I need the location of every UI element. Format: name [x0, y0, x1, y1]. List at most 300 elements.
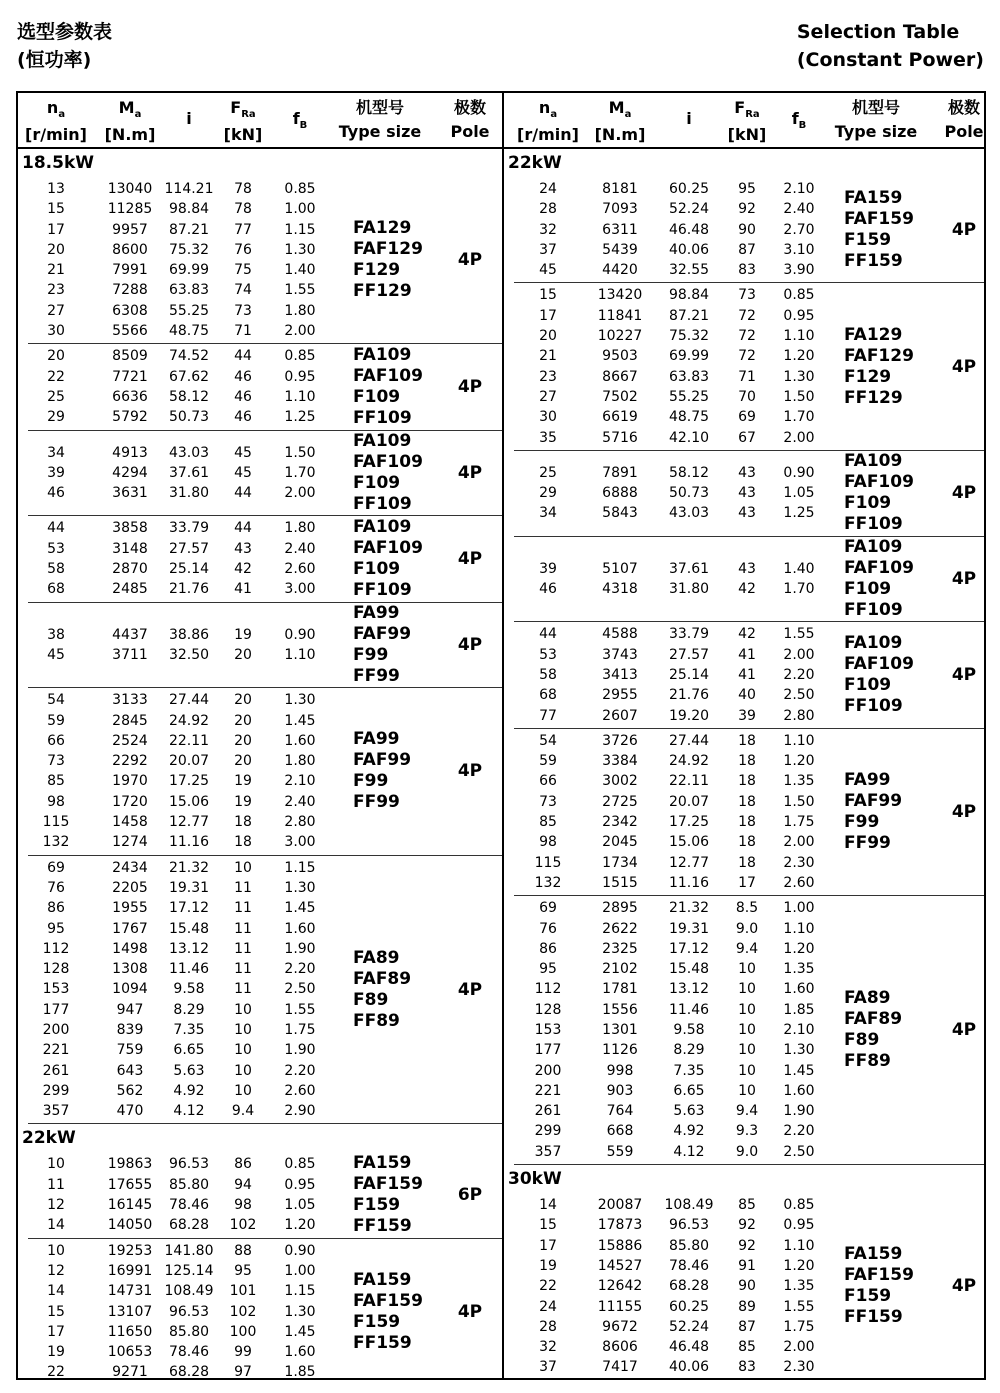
type-size-name: FAF99: [353, 750, 412, 771]
gear-unit-group: [28, 1239, 502, 1385]
torque-value: 19253: [107, 1242, 153, 1259]
radial-load-value: 9.3: [735, 1123, 759, 1140]
type-size-name: F109: [353, 386, 401, 407]
service-factor-value: 0.95: [783, 1217, 815, 1234]
speed-value: 28: [539, 1318, 557, 1335]
ratio-value: 12.77: [168, 814, 210, 831]
radial-load-value: 78: [234, 181, 252, 197]
type-size-name: FF99: [353, 792, 400, 813]
gear-unit-group: [514, 1193, 984, 1380]
torque-value: 1498: [112, 940, 148, 957]
speed-value: 17: [539, 1237, 557, 1254]
ratio-value: 75.32: [168, 241, 210, 258]
ratio-value: 15.06: [168, 793, 210, 810]
speed-value: 22: [47, 1364, 65, 1381]
speed-value: 27: [47, 302, 65, 319]
table-row: [514, 285, 984, 305]
radial-load-value: 92: [738, 1217, 756, 1234]
ratio-value: 63.83: [668, 368, 710, 385]
ratio-value: 33.79: [168, 520, 210, 537]
type-size-name: FF89: [844, 1051, 891, 1072]
radial-load-value: 69: [738, 409, 756, 426]
ratio-value: 108.49: [164, 1283, 214, 1300]
radial-load-value: 98: [234, 1197, 252, 1214]
service-factor-value: 2.40: [783, 201, 815, 218]
speed-value: 17: [47, 1323, 65, 1340]
speed-value: 10: [47, 1156, 65, 1173]
ratio-value: 98.84: [168, 201, 210, 218]
service-factor-value: 0.95: [284, 368, 316, 385]
torque-value: 16145: [107, 1197, 153, 1214]
ratio-value: 24.92: [668, 753, 710, 770]
radial-load-value: 44: [234, 348, 252, 365]
torque-value: 1126: [602, 1042, 638, 1059]
torque-value: 3133: [112, 692, 148, 709]
table-row: [28, 1281, 502, 1301]
table-row: [28, 1241, 502, 1261]
selection-table: [16, 91, 986, 1380]
table-row: [28, 919, 502, 939]
radial-load-value: 102: [229, 1303, 257, 1320]
service-factor-value: 2.20: [783, 1123, 815, 1140]
table-row: [28, 199, 502, 219]
torque-value: 5843: [602, 505, 638, 522]
ratio-value: 32.50: [168, 646, 210, 663]
type-size-name: FF99: [844, 833, 891, 854]
table-row: [28, 731, 502, 751]
type-size-name: F109: [353, 559, 401, 580]
speed-value: 153: [42, 981, 70, 998]
type-size-name: FAF99: [353, 623, 412, 644]
radial-load-value: 101: [229, 1283, 257, 1300]
service-factor-value: 1.35: [783, 961, 815, 978]
speed-value: 112: [42, 940, 70, 957]
radial-load-value: 20: [234, 646, 252, 663]
group-rows: [28, 177, 502, 343]
torque-value: 3384: [602, 753, 638, 770]
table-row: [28, 1000, 502, 1020]
type-size-name: FAF129: [844, 345, 914, 366]
power-rating-label: 22kW: [508, 153, 562, 173]
service-factor-value: 1.00: [783, 900, 815, 917]
torque-value: 470: [116, 1103, 144, 1120]
type-size-name: FA99: [844, 770, 891, 791]
speed-value: 128: [534, 1001, 562, 1018]
group-rows: [28, 516, 502, 601]
torque-value: 7721: [112, 368, 148, 385]
service-factor-value: 1.10: [783, 328, 815, 345]
table-row: [514, 959, 984, 979]
ratio-value: 48.75: [668, 409, 710, 426]
torque-value: 2725: [602, 793, 638, 810]
radial-load-value: 10: [234, 859, 252, 876]
ratio-value: 27.57: [168, 540, 210, 557]
table-row: [28, 559, 502, 579]
radial-load-value: 41: [738, 666, 756, 683]
service-factor-value: 1.15: [284, 1283, 316, 1300]
type-size-list: [353, 1153, 423, 1237]
type-size-name: FA129: [844, 324, 903, 345]
service-factor-value: 1.10: [783, 920, 815, 937]
torque-value: 1308: [112, 961, 148, 978]
service-factor-value: 2.60: [783, 874, 815, 891]
type-size-name: FA159: [844, 187, 903, 208]
speed-value: 30: [539, 409, 557, 426]
gear-unit-group: [28, 856, 502, 1125]
service-factor-value: 1.30: [284, 1303, 316, 1320]
speed-value: 23: [47, 282, 65, 299]
radial-load-value: 100: [229, 1323, 257, 1340]
ratio-value: 19.31: [668, 920, 710, 937]
speed-value: 20: [47, 348, 65, 365]
table-row: [28, 1154, 502, 1174]
table-row: [28, 579, 502, 599]
table-row: [28, 690, 502, 710]
header-pole: [440, 96, 500, 144]
radial-load-value: 89: [738, 1298, 756, 1315]
service-factor-value: 1.25: [783, 505, 815, 522]
ratio-value: 24.92: [168, 712, 210, 729]
table-row: [28, 463, 502, 483]
service-factor-value: 3.00: [284, 581, 316, 598]
speed-value: 73: [47, 753, 65, 770]
radial-load-value: 11: [234, 961, 252, 978]
header-na-symbol: [508, 96, 588, 123]
type-size-list: [353, 345, 423, 429]
header-na: [508, 96, 588, 147]
torque-value: 9271: [112, 1364, 148, 1381]
service-factor-value: 1.40: [783, 560, 815, 577]
torque-value: 4437: [112, 626, 148, 643]
table-row: [28, 367, 502, 387]
type-size-name: F129: [353, 260, 401, 281]
pole-value: 4P: [457, 634, 483, 655]
type-size-name: FAF109: [353, 452, 423, 472]
pole-value: 4P: [951, 802, 977, 823]
service-factor-value: 1.10: [783, 1237, 815, 1254]
service-factor-value: 0.85: [284, 1156, 316, 1173]
radial-load-value: 10: [738, 981, 756, 998]
service-factor-value: 2.30: [783, 854, 815, 871]
ratio-value: 48.75: [168, 323, 210, 340]
radial-load-value: 11: [234, 900, 252, 917]
table-row: [28, 1322, 502, 1342]
ratio-value: 141.80: [164, 1242, 214, 1259]
torque-value: 7891: [602, 464, 638, 481]
radial-load-value: 67: [738, 429, 756, 446]
header-na: [16, 96, 96, 147]
torque-value: 8600: [112, 241, 148, 258]
table-row: [28, 301, 502, 321]
ratio-value: 31.80: [168, 485, 210, 502]
speed-value: 21: [539, 348, 557, 365]
torque-value: 2895: [602, 900, 638, 917]
type-size-name: FF129: [844, 387, 903, 408]
ratio-value: 46.48: [668, 1339, 710, 1356]
radial-load-value: 9.4: [735, 940, 759, 957]
ratio-value: 85.80: [168, 1323, 210, 1340]
torque-value: 1734: [602, 854, 638, 871]
gear-unit-group: [28, 177, 502, 344]
speed-value: 95: [539, 961, 557, 978]
header-fra-symbol: [213, 96, 273, 123]
ratio-value: 12.77: [668, 854, 710, 871]
service-factor-value: 1.45: [284, 900, 316, 917]
speed-value: 37: [539, 241, 557, 258]
type-size-name: FA129: [353, 218, 412, 239]
type-size-list: [353, 431, 423, 515]
type-size-list: [844, 988, 902, 1072]
type-size-list: [353, 1270, 423, 1354]
gear-unit-group: [28, 516, 502, 602]
torque-value: 20087: [597, 1197, 643, 1214]
service-factor-value: 2.80: [284, 814, 316, 831]
ratio-value: 98.84: [668, 287, 710, 304]
torque-value: 839: [116, 1021, 144, 1038]
speed-value: 66: [539, 773, 557, 790]
ratio-value: 32.55: [668, 262, 710, 279]
service-factor-value: 2.20: [284, 961, 316, 978]
table-row: [28, 1195, 502, 1215]
speed-value: 34: [47, 444, 65, 461]
type-size-name: FF109: [353, 580, 412, 601]
ratio-value: 19.31: [168, 879, 210, 896]
radial-load-value: 97: [234, 1364, 252, 1381]
speed-value: 77: [539, 707, 557, 724]
service-factor-value: 1.45: [284, 1323, 316, 1340]
speed-value: 112: [534, 981, 562, 998]
speed-value: 21: [47, 262, 65, 279]
ratio-value: 37.61: [668, 560, 710, 577]
type-size-name: F159: [353, 1195, 401, 1216]
table-row: [28, 346, 502, 366]
radial-load-value: 9.0: [735, 1143, 759, 1160]
ratio-value: 21.32: [668, 900, 710, 917]
speed-value: 19: [47, 1344, 65, 1361]
torque-value: 15886: [597, 1237, 643, 1254]
service-factor-value: 3.00: [284, 834, 316, 851]
radial-load-value: 11: [234, 920, 252, 937]
table-body: [18, 149, 502, 1385]
table-row: [28, 260, 502, 280]
torque-value: 4913: [112, 444, 148, 461]
radial-load-value: 9.4: [735, 1103, 759, 1120]
radial-load-value: 72: [738, 348, 756, 365]
table-row: [514, 1142, 984, 1162]
type-size-name: FA99: [353, 602, 400, 623]
torque-value: 4420: [602, 262, 638, 279]
header-fra-letter: F: [230, 98, 242, 117]
gear-unit-group: [28, 688, 502, 855]
type-size-name: FF129: [353, 281, 412, 302]
service-factor-value: 1.20: [783, 1257, 815, 1274]
speed-value: 299: [534, 1123, 562, 1140]
table-row: [514, 1081, 984, 1101]
radial-load-value: 43: [738, 505, 756, 522]
header-fra: [717, 96, 777, 147]
table-row: [28, 539, 502, 559]
radial-load-value: 43: [738, 485, 756, 502]
header-ma-letter: M: [608, 98, 625, 117]
radial-load-value: 10: [738, 1082, 756, 1099]
header-left: [17, 18, 112, 74]
ratio-value: 63.83: [168, 282, 210, 299]
torque-value: 668: [606, 1123, 634, 1140]
table-body: [504, 149, 984, 1380]
header-ma-subscript: a: [624, 109, 632, 120]
speed-value: 261: [534, 1103, 562, 1120]
service-factor-value: 2.50: [783, 687, 815, 704]
type-size-list: [353, 948, 411, 1032]
ratio-value: 42.10: [668, 429, 710, 446]
radial-load-value: 10: [738, 1001, 756, 1018]
ratio-value: 11.16: [168, 834, 210, 851]
type-size-list: [353, 517, 423, 601]
speed-value: 12: [47, 1197, 65, 1214]
torque-value: 3858: [112, 520, 148, 537]
table-row: [514, 1101, 984, 1121]
header-na-letter: n: [46, 98, 59, 117]
radial-load-value: 20: [234, 712, 252, 729]
table-row: [514, 1061, 984, 1081]
radial-load-value: 46: [234, 409, 252, 426]
service-factor-value: 1.55: [783, 626, 815, 643]
ratio-value: 11.46: [668, 1001, 710, 1018]
ratio-value: 31.80: [668, 581, 710, 598]
type-size-name: FF99: [353, 665, 400, 686]
header-ma-symbol: [90, 96, 170, 123]
radial-load-value: 10: [234, 1082, 252, 1099]
header-ma: [580, 96, 660, 147]
ratio-value: 85.80: [668, 1237, 710, 1254]
speed-value: 39: [539, 560, 557, 577]
service-factor-value: 1.55: [783, 1298, 815, 1315]
radial-load-value: 45: [234, 444, 252, 461]
ratio-value: 15.06: [668, 834, 710, 851]
service-factor-value: 0.85: [783, 1197, 815, 1214]
service-factor-value: 1.10: [284, 646, 316, 663]
ratio-value: 43.03: [668, 505, 710, 522]
ratio-value: 52.24: [668, 201, 710, 218]
radial-load-value: 9.0: [735, 920, 759, 937]
speed-value: 17: [47, 221, 65, 238]
service-factor-value: 1.20: [783, 940, 815, 957]
radial-load-value: 8.5: [735, 900, 759, 917]
service-factor-value: 0.85: [284, 348, 316, 365]
speed-value: 86: [47, 900, 65, 917]
service-factor-value: 2.00: [783, 646, 815, 663]
speed-value: 14: [47, 1283, 65, 1300]
group-rows: [28, 856, 502, 1124]
service-factor-value: 2.90: [284, 1103, 316, 1120]
header-na-letter: n: [538, 98, 551, 117]
ratio-value: 52.24: [668, 1318, 710, 1335]
torque-value: 1556: [602, 1001, 638, 1018]
ratio-value: 50.73: [668, 485, 710, 502]
radial-load-value: 18: [738, 793, 756, 810]
torque-value: 9503: [602, 348, 638, 365]
torque-value: 14731: [107, 1283, 153, 1300]
radial-load-value: 18: [738, 854, 756, 871]
table-row: [28, 878, 502, 898]
speed-value: 59: [539, 753, 557, 770]
type-size-name: F159: [844, 229, 892, 250]
type-size-name: FF159: [353, 1216, 412, 1237]
torque-value: 2524: [112, 732, 148, 749]
service-factor-value: 2.70: [783, 221, 815, 238]
torque-value: 2102: [602, 961, 638, 978]
type-size-list: [844, 325, 914, 409]
service-factor-value: 3.90: [783, 262, 815, 279]
service-factor-value: 1.40: [284, 262, 316, 279]
radial-load-value: 10: [234, 1021, 252, 1038]
speed-value: 24: [539, 1298, 557, 1315]
torque-value: 759: [116, 1042, 144, 1059]
table-row: [514, 1040, 984, 1060]
radial-load-value: 20: [234, 692, 252, 709]
ratio-value: 55.25: [168, 302, 210, 319]
radial-load-value: 74: [234, 282, 252, 299]
table-row: [514, 1337, 984, 1357]
ratio-value: 11.46: [168, 961, 210, 978]
torque-value: 6636: [112, 388, 148, 405]
radial-load-value: 18: [738, 753, 756, 770]
speed-value: 54: [47, 692, 65, 709]
ratio-value: 96.53: [168, 1156, 210, 1173]
speed-value: 29: [47, 409, 65, 426]
radial-load-value: 42: [738, 581, 756, 598]
service-factor-value: 1.30: [284, 241, 316, 258]
speed-value: 261: [42, 1062, 70, 1079]
type-size-name: FF109: [353, 494, 412, 514]
speed-value: 53: [539, 646, 557, 663]
table-row: [514, 898, 984, 918]
torque-value: 5439: [602, 241, 638, 258]
type-size-name: FA109: [353, 344, 412, 365]
torque-value: 11841: [597, 307, 643, 324]
page-subtitle-en: (Constant Power): [796, 49, 984, 71]
type-size-name: FA159: [353, 1153, 412, 1174]
speed-value: 46: [539, 581, 557, 598]
service-factor-value: 1.20: [284, 1217, 316, 1234]
table-row: [28, 1175, 502, 1195]
type-size-name: FF159: [353, 1332, 412, 1353]
type-size-name: F109: [844, 675, 892, 696]
radial-load-value: 70: [738, 388, 756, 405]
service-factor-value: 1.75: [284, 1021, 316, 1038]
table-right-column: [504, 93, 984, 1378]
radial-load-value: 18: [738, 834, 756, 851]
page-title-cn: 选型参数表: [17, 21, 113, 43]
radial-load-value: 83: [738, 262, 756, 279]
gear-unit-group: [514, 451, 984, 537]
table-row: [514, 919, 984, 939]
radial-load-value: 42: [234, 561, 252, 578]
radial-load-value: 17: [738, 874, 756, 891]
type-size-name: F109: [844, 493, 892, 514]
radial-load-value: 72: [738, 307, 756, 324]
radial-load-value: 71: [234, 323, 252, 340]
ratio-value: 7.35: [673, 1062, 705, 1079]
torque-value: 13107: [107, 1303, 153, 1320]
speed-value: 45: [47, 646, 65, 663]
type-size-list: [844, 1244, 914, 1328]
radial-load-value: 10: [234, 1042, 252, 1059]
header-pole: [934, 96, 994, 144]
service-factor-value: 1.80: [284, 302, 316, 319]
service-factor-value: 1.60: [284, 920, 316, 937]
ratio-value: 9.58: [673, 1021, 705, 1038]
